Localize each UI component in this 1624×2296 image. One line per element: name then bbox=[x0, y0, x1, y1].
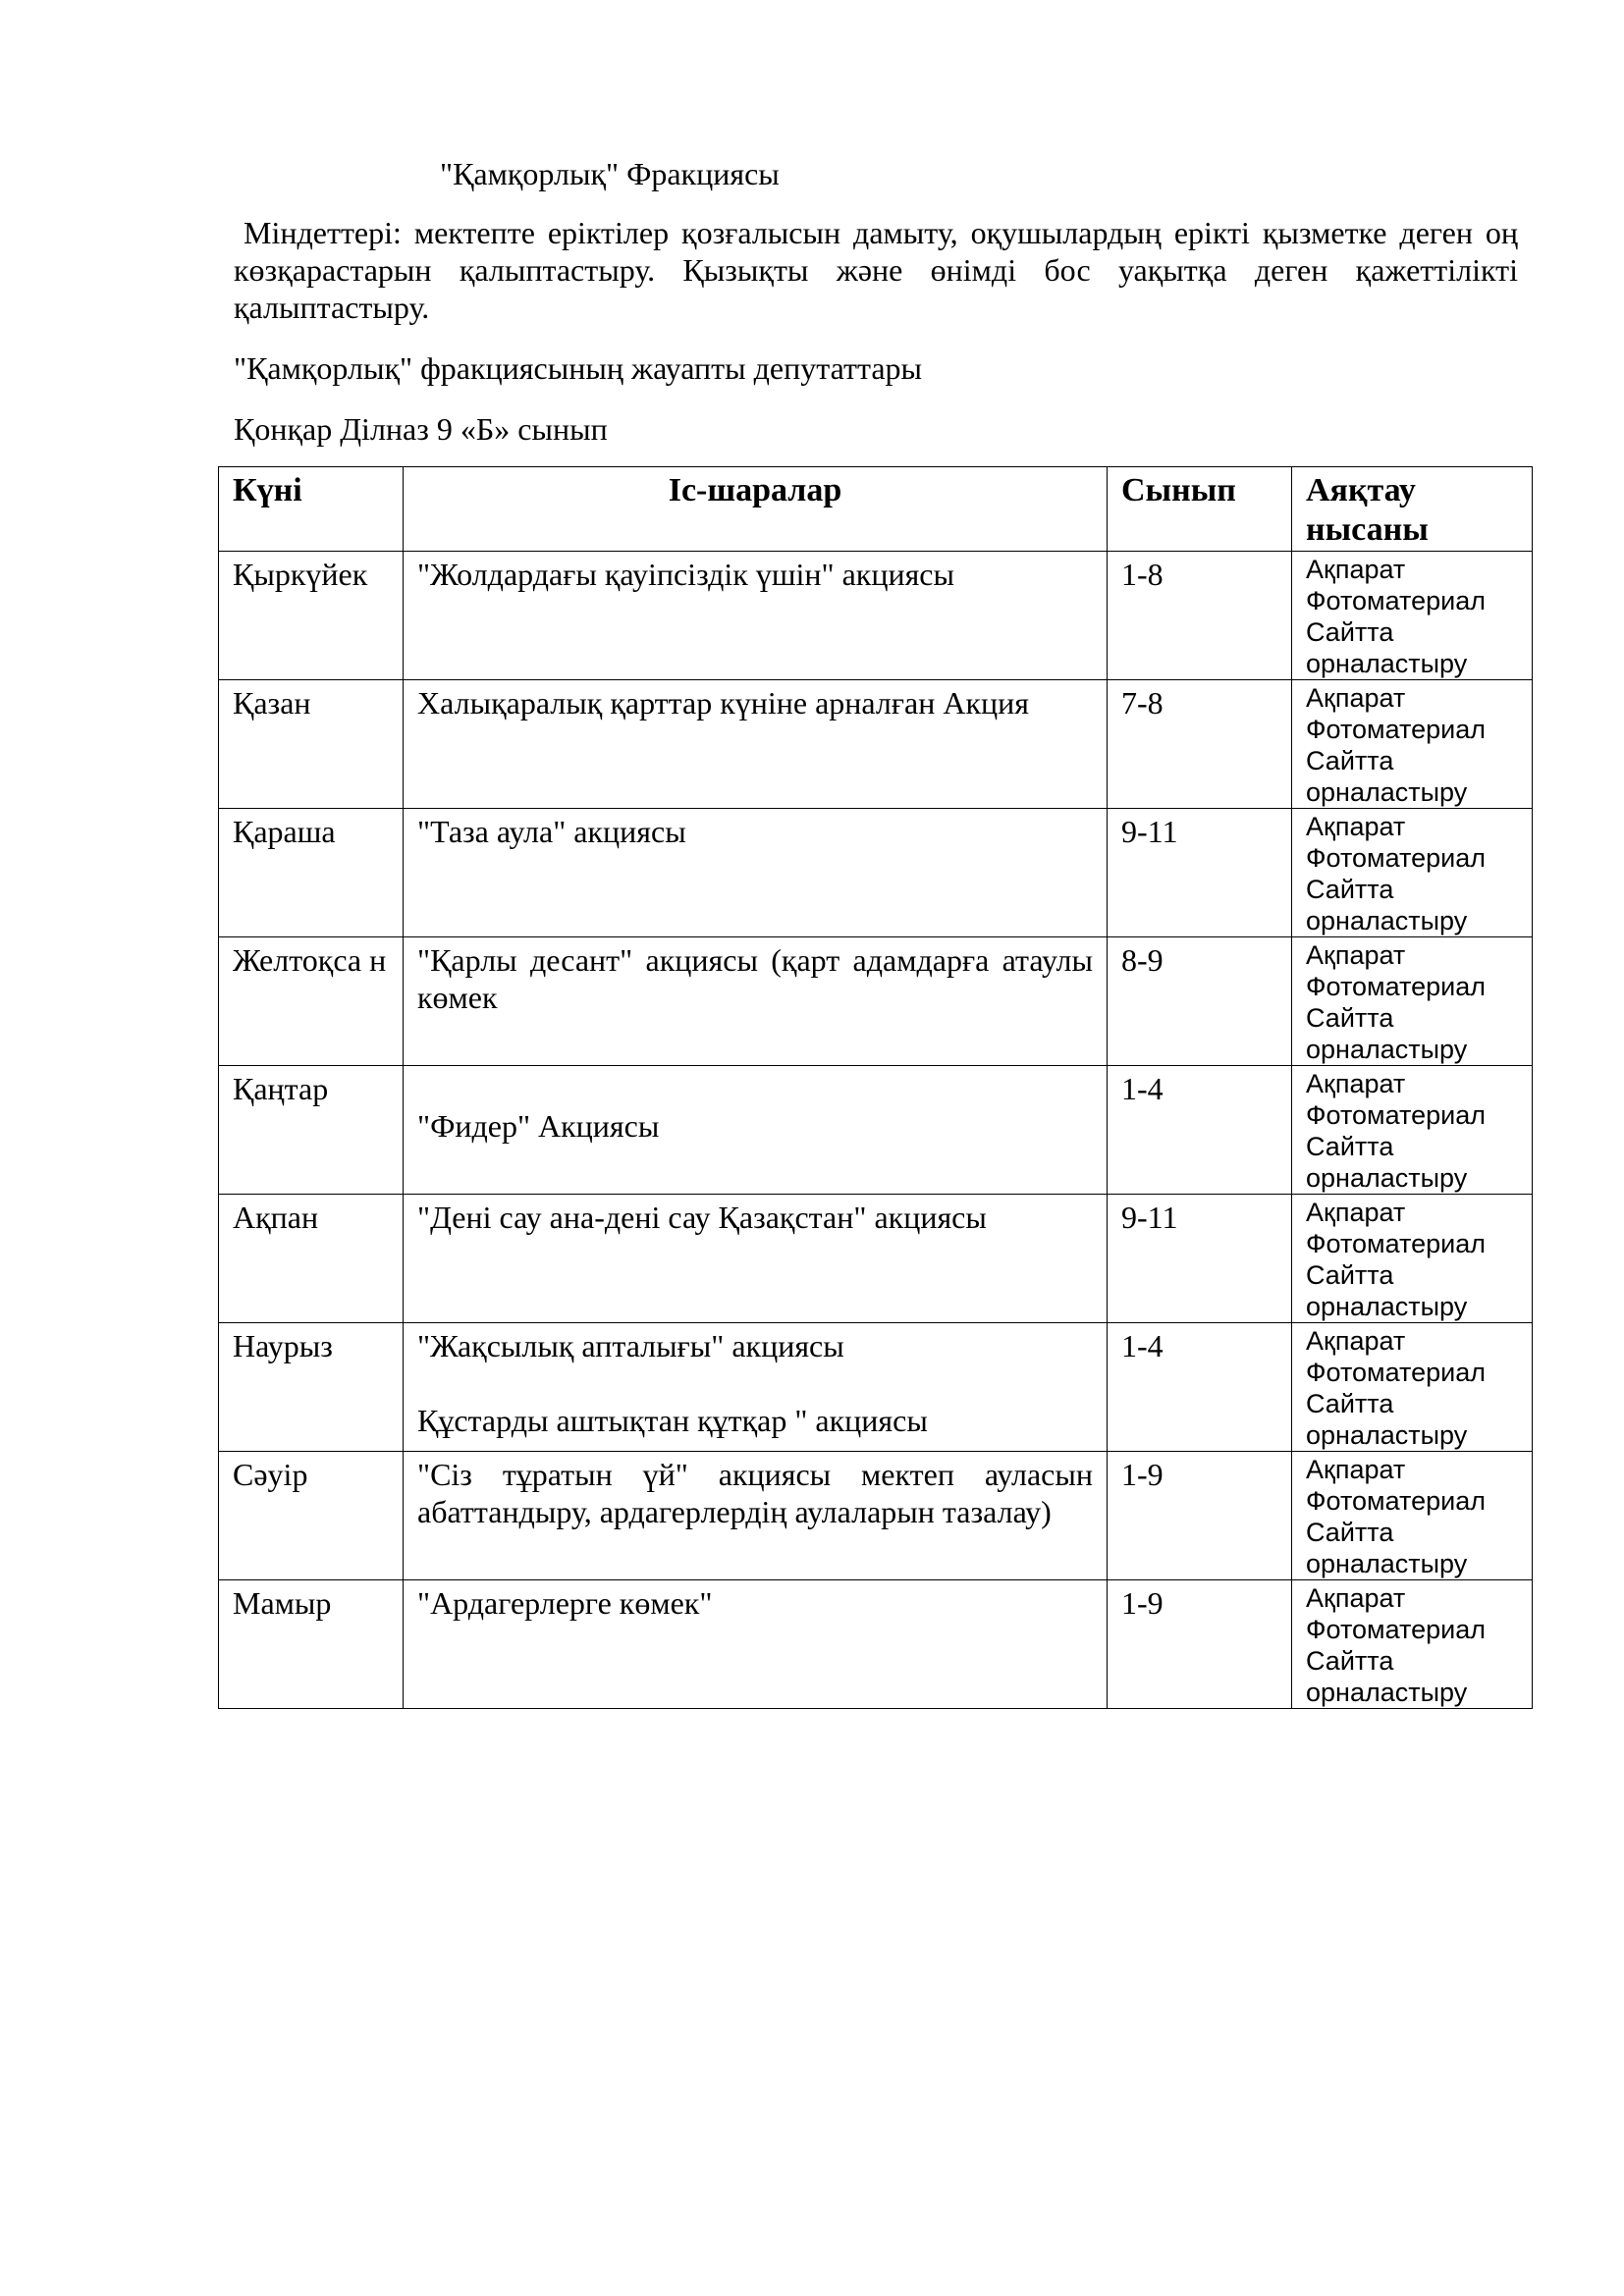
completion-form-item: орналастыру bbox=[1306, 1035, 1468, 1064]
completion-form-cell bbox=[1292, 1066, 1533, 1195]
table-body bbox=[219, 552, 1533, 1709]
month-cell: Сәуір bbox=[219, 1452, 404, 1580]
completion-form-item: орналастыру bbox=[1306, 1292, 1468, 1321]
grade-cell: 8-9 bbox=[1108, 937, 1292, 1066]
completion-form-item: Ақпарат bbox=[1306, 812, 1406, 841]
month-cell: Қыркүйек bbox=[219, 552, 404, 680]
completion-form-cell bbox=[1292, 809, 1533, 937]
grade-cell: 1-9 bbox=[1108, 1452, 1292, 1580]
header-activities: Іс-шаралар bbox=[404, 467, 1108, 552]
activity-cell bbox=[404, 1066, 1108, 1195]
activity-cell bbox=[404, 552, 1108, 680]
completion-form-item: Сайтта bbox=[1306, 1003, 1394, 1033]
activity-cell bbox=[404, 937, 1108, 1066]
grade-cell: 9-11 bbox=[1108, 1195, 1292, 1323]
completion-form-item: Сайтта bbox=[1306, 617, 1394, 647]
activity-text: "Сіз тұратын үй" акциясы мектеп ауласын абаттандыру, ардагерлердің аулаларын тазалау) bbox=[417, 1457, 1093, 1529]
month-cell: Қараша bbox=[219, 809, 404, 937]
completion-form-cell bbox=[1292, 1580, 1533, 1709]
completion-form-item: орналастыру bbox=[1306, 906, 1468, 935]
table-row bbox=[219, 552, 1533, 680]
activity-cell bbox=[404, 1323, 1108, 1452]
table-row bbox=[219, 1452, 1533, 1580]
activity-cell bbox=[404, 1195, 1108, 1323]
completion-form-item: Сайтта bbox=[1306, 1260, 1394, 1290]
completion-form-cell bbox=[1292, 680, 1533, 809]
completion-form-item: орналастыру bbox=[1306, 1678, 1468, 1707]
grade-cell: 1-4 bbox=[1108, 1323, 1292, 1452]
deputies-line: "Қамқорлық" фракциясының жауапты депутаттары bbox=[234, 350, 923, 386]
responsible-person: Қонқар Ділназ 9 «Б» сынып bbox=[234, 411, 608, 447]
completion-form-item: Сайтта bbox=[1306, 746, 1394, 775]
table-row bbox=[219, 680, 1533, 809]
activity-cell bbox=[404, 1580, 1108, 1709]
grade-cell: 9-11 bbox=[1108, 809, 1292, 937]
activity-text: "Қарлы десант" акциясы (қарт адамдарға атаулы көмек bbox=[417, 942, 1093, 1015]
completion-form-cell bbox=[1292, 1323, 1533, 1452]
grade-cell: 1-9 bbox=[1108, 1580, 1292, 1709]
completion-form-item: Сайтта bbox=[1306, 1518, 1394, 1547]
table-row bbox=[219, 1195, 1533, 1323]
completion-form-item: Ақпарат bbox=[1306, 1455, 1406, 1484]
completion-form-item: орналастыру bbox=[1306, 649, 1468, 678]
grade-cell: 1-8 bbox=[1108, 552, 1292, 680]
completion-form-cell bbox=[1292, 937, 1533, 1066]
completion-form-item: орналастыру bbox=[1306, 1420, 1468, 1450]
activity-text: "Таза аула" акциясы bbox=[417, 814, 686, 849]
completion-form-item: Ақпарат bbox=[1306, 1069, 1406, 1098]
activity-text: "Дені сау ана-дені сау Қазақстан" акциясы bbox=[417, 1200, 987, 1235]
completion-form-item: Ақпарат bbox=[1306, 940, 1406, 970]
completion-form-item: Фотоматериал bbox=[1306, 1486, 1486, 1516]
tasks-paragraph bbox=[234, 214, 1518, 326]
completion-form-item: Фотоматериал bbox=[1306, 1615, 1486, 1644]
completion-form-item: Фотоматериал bbox=[1306, 1229, 1486, 1258]
activity-text-secondary: Құстарды аштықтан құтқар " акциясы bbox=[417, 1403, 928, 1438]
grade-cell: 1-4 bbox=[1108, 1066, 1292, 1195]
completion-form-item: Фотоматериал bbox=[1306, 715, 1486, 744]
completion-form-item: орналастыру bbox=[1306, 1163, 1468, 1193]
completion-form-item: Сайтта bbox=[1306, 1389, 1394, 1418]
completion-form-item: Ақпарат bbox=[1306, 1326, 1406, 1356]
month-cell: Желтоқса н bbox=[219, 937, 404, 1066]
activity-text-secondary: "Фидер" Акциясы bbox=[417, 1108, 660, 1144]
completion-form-item: Сайтта bbox=[1306, 1646, 1394, 1676]
completion-form-item: орналастыру bbox=[1306, 777, 1468, 807]
completion-form-item: Сайтта bbox=[1306, 875, 1394, 904]
month-cell: Қаңтар bbox=[219, 1066, 404, 1195]
completion-form-item: Ақпарат bbox=[1306, 555, 1406, 584]
grade-cell: 7-8 bbox=[1108, 680, 1292, 809]
table-row bbox=[219, 937, 1533, 1066]
completion-form-item: Фотоматериал bbox=[1306, 972, 1486, 1001]
completion-form-item: Ақпарат bbox=[1306, 683, 1406, 713]
document-title: "Қамқорлық" Фракциясы bbox=[440, 156, 780, 191]
tasks-text: Міндеттері: мектепте еріктілер қозғалысын дамыту, оқушылардың ерікті қызметке деген оң көзқарастарын қалыптастыру. Қызықты және өнімді бос уақытқа деген қажеттілікті қалыптастыру. bbox=[234, 215, 1518, 325]
completion-form-item: орналастыру bbox=[1306, 1549, 1468, 1578]
header-completion-form: Аяқтау нысаны bbox=[1292, 467, 1533, 552]
header-grade: Сынып bbox=[1108, 467, 1292, 552]
month-cell: Қазан bbox=[219, 680, 404, 809]
activity-text: "Жақсылық апталығы" акциясы bbox=[417, 1328, 844, 1363]
table-row bbox=[219, 1323, 1533, 1452]
header-date: Күні bbox=[219, 467, 404, 552]
activity-cell bbox=[404, 1452, 1108, 1580]
activity-text: "Жолдардағы қауіпсіздік үшін" акциясы bbox=[417, 557, 954, 592]
month-cell: Ақпан bbox=[219, 1195, 404, 1323]
activity-text: "Ардагерлерге көмек" bbox=[417, 1585, 713, 1621]
completion-form-cell bbox=[1292, 552, 1533, 680]
completion-form-cell bbox=[1292, 1452, 1533, 1580]
activity-cell bbox=[404, 809, 1108, 937]
activity-cell bbox=[404, 680, 1108, 809]
completion-form-item: Фотоматериал bbox=[1306, 1358, 1486, 1387]
completion-form-item: Ақпарат bbox=[1306, 1198, 1406, 1227]
table-header-row bbox=[219, 467, 1533, 552]
completion-form-item: Фотоматериал bbox=[1306, 843, 1486, 873]
completion-form-cell bbox=[1292, 1195, 1533, 1323]
month-cell: Мамыр bbox=[219, 1580, 404, 1709]
activity-text: Халықаралық қарттар күніне арналған Акция bbox=[417, 685, 1029, 721]
table-row bbox=[219, 1580, 1533, 1709]
month-cell: Наурыз bbox=[219, 1323, 404, 1452]
table-row bbox=[219, 809, 1533, 937]
activity-plan-table bbox=[218, 466, 1533, 1709]
completion-form-item: Ақпарат bbox=[1306, 1583, 1406, 1613]
completion-form-item: Фотоматериал bbox=[1306, 586, 1486, 615]
completion-form-item: Сайтта bbox=[1306, 1132, 1394, 1161]
table-row bbox=[219, 1066, 1533, 1195]
completion-form-item: Фотоматериал bbox=[1306, 1100, 1486, 1130]
